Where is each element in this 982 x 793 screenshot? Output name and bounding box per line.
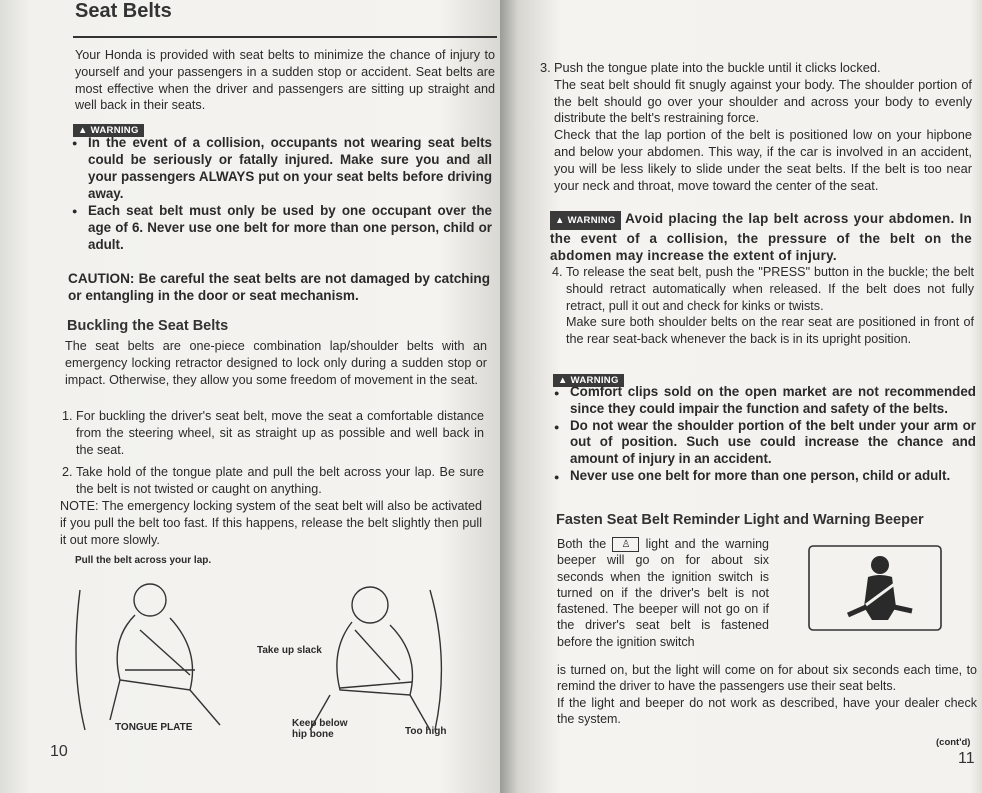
steps-list	[62, 408, 484, 504]
intro-paragraph: Your Honda is provided with seat belts to minimize the chance of injury to yourself and your passengers in a sudden stop or accident. Seat belts are most effective when the driver and passengers are sitting up straight and well back in their seats.	[75, 48, 495, 113]
label-tongue-plate: TONGUE PLATE	[115, 722, 193, 733]
warning-badge: ▲ WARNING	[553, 370, 624, 388]
label-hip-bone: hip bone	[292, 729, 334, 740]
step-item: 1. For buckling the driver's seat belt, move the seat a comfortable distance from the steering wheel, sit as straight up as possible and well back in the seat.	[62, 409, 484, 457]
step-item: 3. Push the tongue plate into the buckle until it clicks locked. The seat belt should fit snugly against your body. The shoulder portion of the belt should go over your shoulder and across your body to evenly distribute the belt's restraining force. Check that the lap portion of the belt is positioned low on your hipbone and below your abdomen. This way, if the car is involved in an accident, you will be less likely to slide under the seat belts. If the belt is too near your neck and throat, move toward the center of the seat.	[540, 60, 972, 193]
seatbelt-reminder-icon	[808, 545, 943, 633]
label-too-high: Too high	[405, 726, 447, 737]
section-intro: The seat belts are one-piece combination lap/shoulder belts with an emergency locking retractor designed to lock only during a sudden stop or impact. Otherwise, they allow you some freedom of movement in the seat.	[65, 339, 487, 387]
figure-caption: Pull the belt across your lap.	[75, 555, 212, 566]
step4-list	[552, 264, 974, 354]
section-heading: Fasten Seat Belt Reminder Light and Warning Beeper	[556, 512, 924, 528]
reminder-paragraph: Both the ♙ light and the warning beeper will go on for about six seconds when the ignition switch is turned on if the driver's belt is not fastened. The beeper will not go on if the driver's seat belt is fastened before the ignition switch	[557, 537, 769, 649]
note-text: NOTE: The emergency locking system of the seat belt will also be activated if you pull the belt too fast. If this happens, release the belt slightly then pull it out more slowly.	[60, 499, 482, 547]
inline-warning: ▲ WARNING Avoid placing the lap belt across your abdomen. In the event of a collision, the pressure of the belt on the abdomen may increase the extent of injury.	[550, 211, 972, 263]
label-take-up-slack: Take up slack	[257, 645, 322, 656]
page-title: Seat Belts	[75, 0, 172, 22]
warning-item: ● Never use one belt for more than one person, child or adult.	[554, 468, 976, 485]
section-heading: Buckling the Seat Belts	[67, 318, 229, 334]
label-keep-below: Keep below	[292, 718, 348, 729]
step-item: 2. Take hold of the tongue plate and pull the belt across your lap. Be sure the belt is not twisted or caught on anything.	[62, 465, 484, 497]
page-number: 11	[958, 750, 975, 767]
warning-list	[554, 384, 976, 485]
warning-item: ● Do not wear the shoulder portion of the belt under your arm or out of position. Such use could increase the chance and amount of injury in an accident.	[554, 418, 976, 468]
title-rule	[73, 36, 497, 38]
steps-list	[540, 60, 972, 200]
warning-badge: ▲ WARNING	[73, 120, 144, 138]
warning-badge: ▲ WARNING	[550, 211, 621, 230]
caution-text: CAUTION: Be careful the seat belts are not damaged by catching or entangling in the door or seat mechanism.	[68, 271, 490, 303]
warning-item: ● Comfort clips sold on the open market are not recommended since they could impair the function and safety of the belts.	[554, 384, 976, 418]
warning-item: ● Each seat belt must only be used by one occupant over the age of 6. Never use one belt for more than one person, child or adult.	[72, 202, 492, 253]
continued-label: (cont'd)	[936, 737, 971, 748]
seatbelt-icon: ♙	[612, 537, 639, 552]
reminder-paragraph-continued: is turned on, but the light will come on for about six seconds each time, to remind the driver to have the passengers use their seat belts. If the light and beeper do not work as described, have your dealer check the system.	[557, 663, 977, 726]
right-page	[500, 0, 982, 793]
step-item: 4. To release the seat belt, push the "PRESS" button in the buckle; the belt should retract automatically when released. If the belt does not fully retract, pull it out and check for kinks or twists. Make sure both shoulder belts on the rear seat are positioned in front of the rear seat-back whenever the back is in its upright position.	[552, 265, 974, 347]
warning-list	[72, 134, 492, 253]
warning-item: ● In the event of a collision, occupants not wearing seat belts could be seriously or fatally injured. Make sure you and all your passengers ALWAYS put on your seat belts before driving away.	[72, 134, 492, 202]
page-number: 10	[50, 743, 68, 760]
